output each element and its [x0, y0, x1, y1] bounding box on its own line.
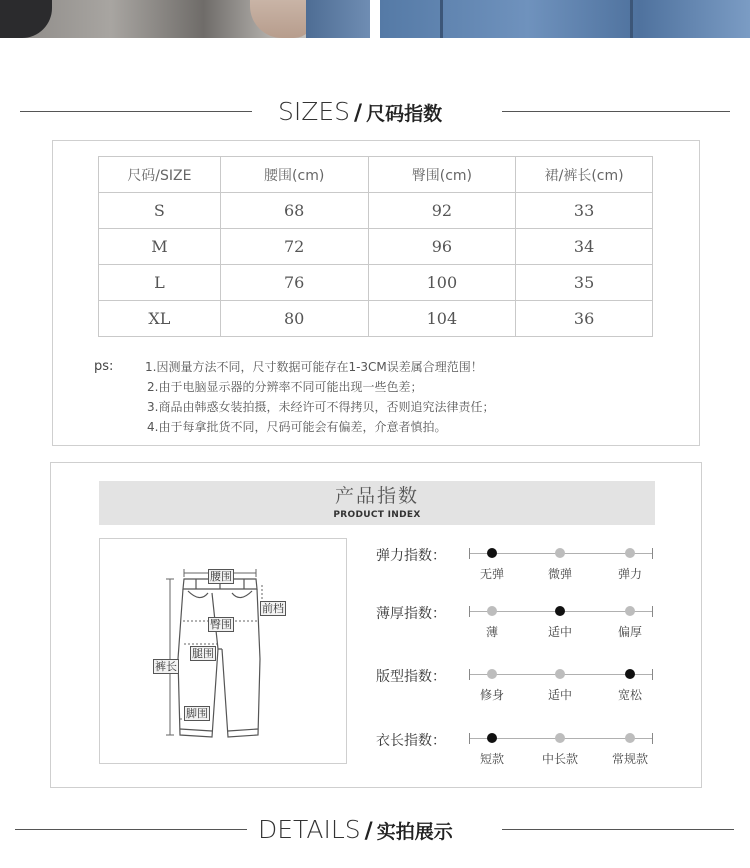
sizes-title-cn: 尺码指数 — [366, 103, 443, 125]
index-row-fit — [376, 666, 676, 710]
divider-line-left — [15, 829, 247, 830]
product-photo-left — [0, 0, 370, 38]
sizes-title — [278, 92, 442, 132]
cell-waist: 76 — [220, 265, 368, 301]
index-option: 适中 — [547, 688, 573, 702]
header-waist: 腰围(cm) — [220, 157, 368, 193]
cell-waist: 72 — [220, 229, 368, 265]
index-option: 宽松 — [617, 688, 643, 702]
sizes-title-separator: / — [354, 101, 363, 126]
cell-size: S — [99, 193, 221, 229]
index-option: 弹力 — [617, 567, 643, 581]
product-index-title-cn: 产品指数 — [334, 485, 419, 507]
index-option: 常规款 — [611, 752, 649, 766]
index-dot-option-3 — [625, 606, 635, 616]
note-line: 3.商品由韩惑女装拍摄，未经许可不得拷贝，否则追究法律责任； — [147, 400, 495, 414]
divider-line-left — [20, 111, 252, 112]
index-dot-option-2 — [555, 669, 565, 679]
notes-prefix: ps: — [94, 359, 114, 374]
index-dot-option-3 — [625, 548, 635, 558]
cell-size: M — [99, 229, 221, 265]
pants-measurement-diagram — [99, 538, 347, 764]
cell-waist: 80 — [220, 301, 368, 337]
details-section-header — [0, 810, 750, 850]
table-header-row — [99, 157, 653, 193]
index-dot-option-2 — [555, 733, 565, 743]
index-row-elasticity — [376, 545, 676, 589]
details-title-separator: / — [364, 819, 373, 844]
label-thigh: 腿围 — [192, 647, 214, 660]
details-title — [258, 810, 453, 850]
cell-hip: 104 — [368, 301, 516, 337]
table-row — [99, 301, 653, 337]
index-dot-option-2 — [555, 606, 565, 616]
index-dot-option-3 — [625, 733, 635, 743]
index-label: 版型指数： — [376, 669, 446, 685]
label-length: 裤长 — [155, 660, 177, 673]
cell-hip: 92 — [368, 193, 516, 229]
note-line: 4.由于每拿批货不同，尺码可能会有偏差，介意者慎拍。 — [147, 420, 447, 434]
index-option: 薄 — [485, 625, 499, 639]
index-row-length — [376, 730, 676, 774]
cell-size: XL — [99, 301, 221, 337]
cell-waist: 68 — [220, 193, 368, 229]
index-option: 适中 — [547, 625, 573, 639]
size-chart-panel — [52, 140, 700, 446]
product-index-title-en: PRODUCT INDEX — [333, 510, 421, 520]
index-option: 短款 — [479, 752, 505, 766]
note-line: 2.由于电脑显示器的分辨率不同可能出现一些色差； — [147, 380, 423, 394]
index-label: 弹力指数： — [376, 548, 446, 564]
header-size: 尺码/SIZE — [99, 157, 221, 193]
index-option: 中长款 — [541, 752, 579, 766]
details-title-en: DETAILS — [258, 815, 361, 844]
index-option: 修身 — [479, 688, 505, 702]
cell-length: 35 — [516, 265, 653, 301]
product-index-banner — [99, 481, 655, 525]
cell-length: 36 — [516, 301, 653, 337]
top-photo-strip — [0, 0, 750, 38]
product-index-panel — [50, 462, 702, 788]
index-option: 偏厚 — [617, 625, 643, 639]
cell-hip: 96 — [368, 229, 516, 265]
header-length: 裙/裤长(cm) — [516, 157, 653, 193]
notes-list — [145, 357, 665, 437]
index-dot-option-1 — [487, 606, 497, 616]
table-row — [99, 265, 653, 301]
index-dot-option-2 — [555, 548, 565, 558]
index-dot-option-1 — [487, 548, 497, 558]
sizes-section-header — [0, 92, 750, 132]
label-waist: 腰围 — [210, 570, 232, 583]
note-line: 1.因测量方法不同，尺寸数据可能存在1-3CM误差属合理范围！ — [145, 360, 483, 374]
cell-length: 33 — [516, 193, 653, 229]
table-row — [99, 193, 653, 229]
size-table — [98, 156, 653, 337]
header-hip: 臀围(cm) — [368, 157, 516, 193]
label-front-rise: 前档 — [262, 602, 284, 615]
index-dot-option-1 — [487, 733, 497, 743]
details-title-cn: 实拍展示 — [376, 821, 453, 843]
divider-line-right — [502, 829, 734, 830]
divider-line-right — [502, 111, 730, 112]
cell-size: L — [99, 265, 221, 301]
index-dot-option-3 — [625, 669, 635, 679]
cell-hip: 100 — [368, 265, 516, 301]
index-dot-option-1 — [487, 669, 497, 679]
table-row — [99, 229, 653, 265]
index-row-thickness — [376, 603, 676, 647]
index-label: 衣长指数： — [376, 733, 446, 749]
sizes-title-en: SIZES — [278, 97, 351, 126]
index-option: 无弹 — [479, 567, 505, 581]
label-hip: 臀围 — [210, 618, 232, 631]
index-label: 薄厚指数： — [376, 606, 446, 622]
index-option: 微弹 — [547, 567, 573, 581]
cell-length: 34 — [516, 229, 653, 265]
label-hem: 脚围 — [186, 707, 208, 720]
product-photo-right — [380, 0, 750, 38]
